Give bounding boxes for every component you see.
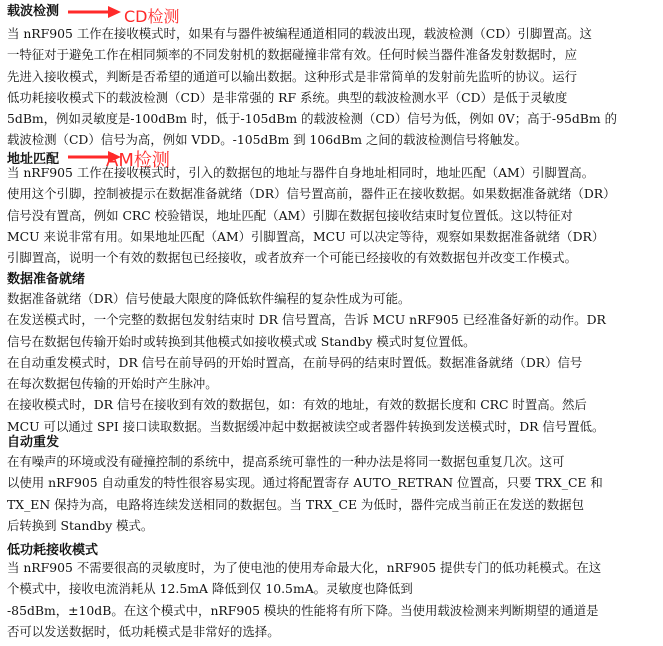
text-line: 否可以发送数据时，低功耗模式是非常好的选择。 [7, 623, 280, 639]
text-line: MCU 来说非常有用。如果地址匹配（AM）引脚置高，MCU 可以决定等待，观察如果数据准备就绪（DR） [7, 228, 605, 244]
text-line: 在有噪声的环境或没有碰撞控制的系统中，提高系统可靠性的一种办法是将同一数据包重复几次。这可 [7, 454, 565, 469]
text-line: 使用这个引脚，控制被提示在数据准备就绪（DR）信号置高前，器件正在接收数据。如果数据准备就绪（DR） [7, 186, 616, 202]
text-line: 先进入接收模式，判断是否希望的通道可以输出数据。这种形式是非常简单的发射前先监听的协议。运行 [7, 68, 577, 84]
text-line: TX_EN 保持为高，电路将连续发送相同的数据包。当 TRX_CE 为低时，器件完成当前正在发送的数据包 [7, 496, 584, 512]
text-line: -85dBm，±10dB。在这个模式中，nRF905 模块的性能将有所下降。当使用载波检测来判断期望的通道是 [7, 602, 599, 618]
text-line: 载波检测（CD）信号为高，例如 VDD。-105dBm 到 106dBm 之间的载波检测信号将触发。 [7, 132, 527, 148]
text-line: 在发送模式时，一个完整的数据包发射结束时 DR 信号置高，告诉 MCU nRF905 已经准备好新的动作。DR [7, 312, 606, 328]
annotation-cd: CD检测 [124, 7, 180, 26]
text-line: 当 nRF905 不需要很高的灵敏度时，为了使电池的使用寿命最大化，nRF905 提供专门的低功耗模式。在这 [7, 560, 602, 575]
text-line: 在自动重发模式时，DR 信号在前导码的开始时置高，在前导码的结束时置低。数据准备就绪（DR）信号 [7, 354, 583, 370]
text-line: 引脚置高，说明一个有效的数据包已经接收，或者放弃一个可能已经接收的有效数据包并改变工作模式。 [7, 250, 577, 266]
heading-low-power-rx: 低功耗接收模式 [7, 543, 99, 558]
paragraph-address-match [7, 162, 657, 268]
heading-data-ready: 数据准备就绪 [7, 272, 86, 287]
text-line: 以使用 nRF905 自动重发的特性很容易实现。通过将配置寄存 AUTO_RETRAN 位置高，只要 TRX_CE 和 [7, 475, 603, 491]
text-line: 信号没有置高，例如 CRC 校验错误，地址匹配（AM）引脚在数据包接收结束时复位置低。这以特征对 [7, 207, 573, 223]
text-line: 后转换到 Standby 模式。 [7, 517, 154, 533]
red-arrow-icon [66, 6, 122, 18]
paragraph-data-ready [7, 288, 657, 437]
heading-address-match: 地址匹配 [7, 152, 60, 167]
text-line: 个模式中，接收电流消耗从 12.5mA 降低到仅 10.5mA。灵敏度也降低到 [7, 581, 413, 597]
text-line: 当 nRF905 工作在接收模式时，如果有与器件被编程通道相同的载波出现，载波检测（CD）引脚置高。这 [7, 26, 592, 41]
text-line: MCU 可以通过 SPI 接口读取数据。当数据缓冲起中数据被读空或者器件转换到发送模式时，DR 信号置低。 [7, 418, 605, 434]
heading-carrier-detect: 载波检测 [7, 4, 60, 19]
text-line: 信号在数据包传输开始时或转换到其他模式如接收模式或 Standby 模式时复位置低。 [7, 333, 476, 349]
paragraph-low-power-rx [7, 557, 657, 642]
annotation-am: AM检测 [106, 150, 170, 171]
text-line: 在接收模式时，DR 信号在接收到有效的数据包，如：有效的地址，有效的数据长度和 CRC 时置高。然后 [7, 397, 587, 413]
heading-auto-retransmit: 自动重发 [7, 435, 60, 450]
text-line: 一特征对于避免工作在相同频率的不同发射机的数据碰撞非常有效。任何时候当器件准备发射数据时，应 [7, 47, 577, 63]
text-line: 低功耗接收模式下的载波检测（CD）是非常强的 RF 系统。典型的载波检测水平（CD）是低于灵敏度 [7, 89, 568, 105]
text-line: 在每次数据包传输的开始时产生脉冲。 [7, 376, 218, 392]
text-line: 5dBm，例如灵敏度是-100dBm 时，低于-105dBm 的载波检测（CD）信号为低，例如 0V；高于-95dBm 的 [7, 111, 617, 127]
text-line: 数据准备就绪（DR）信号使最大限度的降低软件编程的复杂性成为可能。 [7, 291, 411, 306]
text-line: 当 nRF905 工作在接收模式时，引入的数据包的地址与器件自身地址相同时，地址匹配（AM）引脚置高。 [7, 165, 595, 180]
paragraph-auto-retransmit [7, 451, 657, 536]
paragraph-carrier-detect [7, 23, 657, 151]
